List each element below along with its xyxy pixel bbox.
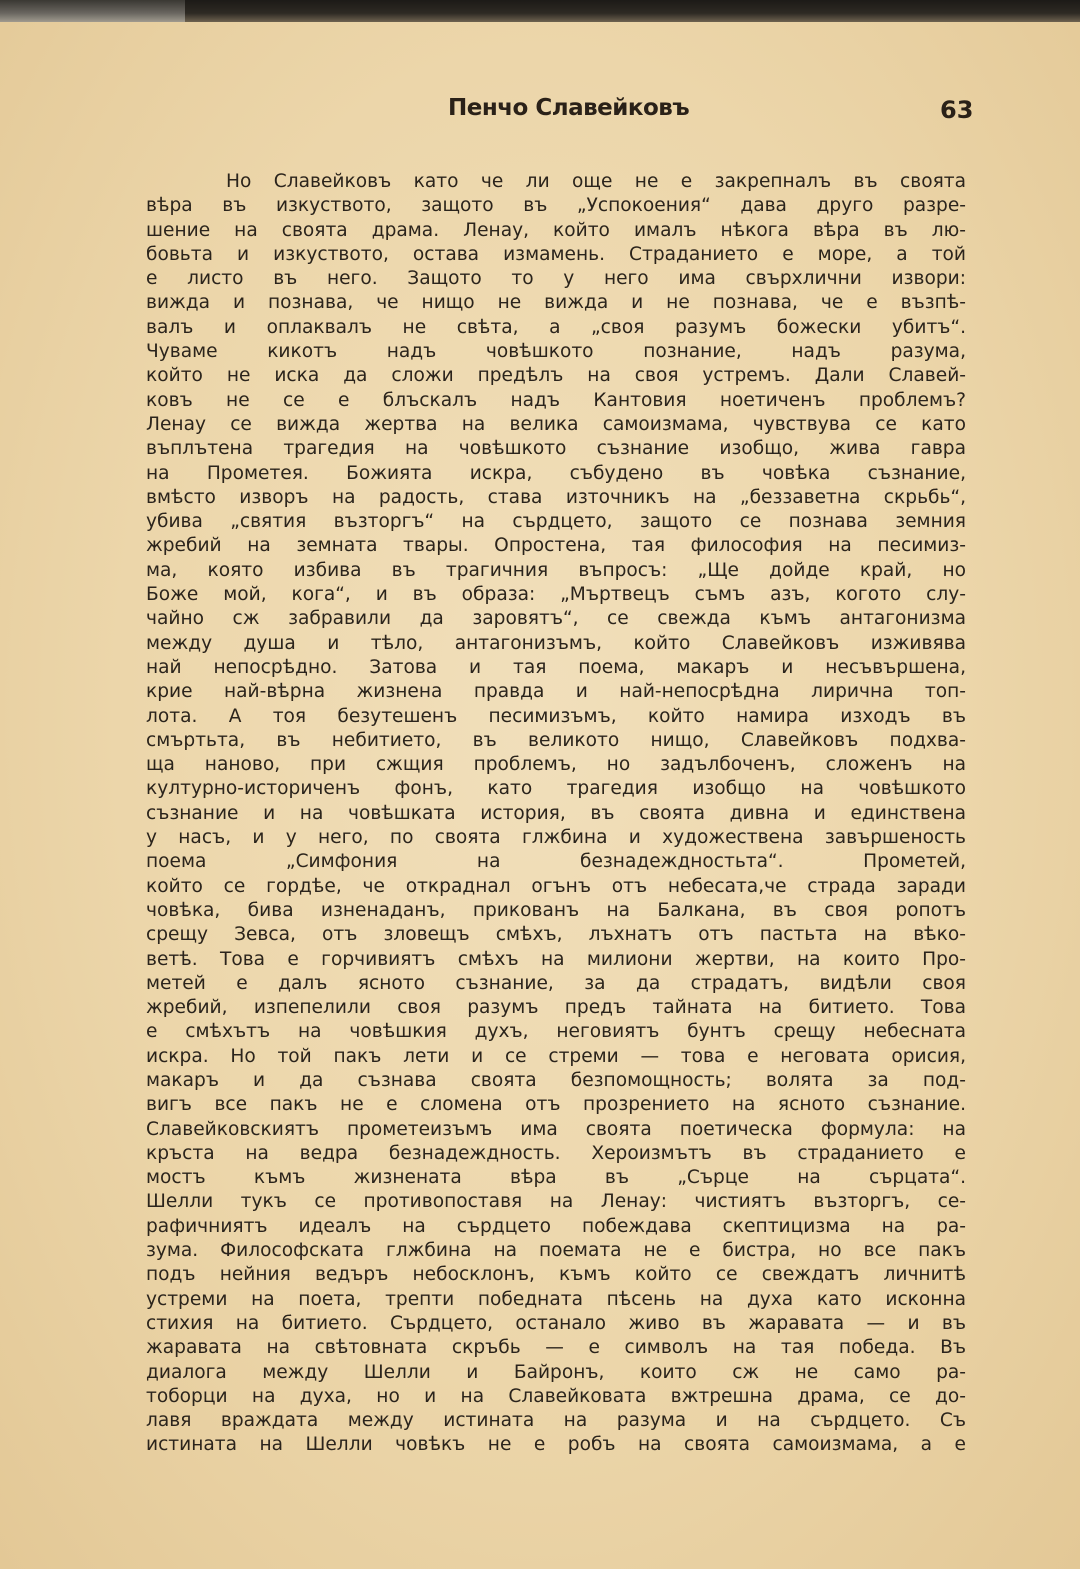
text-line: бовьта и изкуството, остава измамень. Страданието е море, а той [146,243,966,265]
text-line: рафичниятъ идеалъ на сърдцето побеждава скептицизма на ра- [146,1215,966,1237]
page-top-edge [0,0,1080,22]
text-line: е смѣхътъ на човѣшкия духъ, неговиятъ бунтъ срещу небесната [146,1021,966,1043]
text-line: истината на Шелли човѣкъ не е робъ на своята самоизмама, а е [146,1434,966,1456]
text-line: който не иска да сложи предѣлъ на своя устремъ. Дали Славей- [146,365,966,387]
text-line: жаравата на свѣтовната скръбь — е символъ на тая победа. Въ [146,1337,966,1359]
text-line: ща наново, при сжщия проблемъ, но задълбоченъ, сложенъ на [146,754,966,776]
text-line: Боже мой, кога“, и въ образа: „Мъртвецъ съмъ азъ, когото слу- [146,584,966,606]
text-line: вѣра въ изкуството, защото въ „Успокоения“ дава друго разре- [146,195,966,217]
text-line: подъ нейния ведъръ небосклонъ, къмъ който се свеждатъ личнитѣ [146,1264,966,1286]
text-line: диалога между Шелли и Байронъ, които сж не само ра- [146,1361,966,1383]
running-head: Пенчо Славейковъ [448,95,690,121]
text-line: лота. А тоя безутешенъ песимизъмъ, който намира изходъ въ [146,705,966,727]
text-line: срещу Зевса, отъ зловещъ смѣхъ, лъхнатъ отъ пастьта на вѣко- [146,924,966,946]
text-line: въплътена трагедия на човѣшкото съзнание изобщо, жива гавра [146,438,966,460]
text-line: вижда и познава, че нищо не вижда и не познава, че е възпѣ- [146,292,966,314]
text-line: шение на своята драма. Ленау, който ималъ нѣкога вѣра въ лю- [146,219,966,241]
text-line: вмѣсто изворъ на радость, става източникъ на „беззаветна скрьбь“, [146,486,966,508]
text-line: искра. Но той пакъ лети и се стреми — това е неговата орисия, [146,1045,966,1067]
text-line: крие най-вѣрна жизнена правда и най-непосрѣдна лирична топ- [146,681,966,703]
page-fold-shadow [0,0,185,22]
text-line: който се гордѣе, че откраднал огънъ отъ небесата,че страда заради [146,875,966,897]
text-line: ветѣ. Това е горчивиятъ смѣхъ на милиони жертви, на които Про- [146,948,966,970]
text-line: жребий на земната твары. Опростена, тая философия на песимиз- [146,535,966,557]
text-line: поема „Симфония на безнадеждностьта“. Прометей, [146,851,966,873]
body-text [146,170,966,1458]
text-line: на Прометея. Божията искра, събудено въ човѣка съзнание, [146,462,966,484]
text-line: убива „святия възторгъ“ на сърдцето, защото се познава земния [146,511,966,533]
text-line: вигъ все пакъ не е сломена отъ прозрението на ясното съзнание. [146,1094,966,1116]
text-line: у насъ, и у него, по своята глжбина и художествена завършеность [146,827,966,849]
text-line: Но Славейковъ като че ли още не е закрепналъ въ своята [226,171,966,192]
text-line: макаръ и да съзнава своята безпомощность; волята за под- [146,1069,966,1091]
text-line: Ленау се вижда жертва на велика самоизмама, чувствува се като [146,413,966,435]
text-line: ма, която избива въ трагичния въпросъ: „Ще дойде край, но [146,559,966,581]
text-line: културно-историченъ фонъ, като трагедия изобщо на човѣшкото [146,778,966,800]
text-line: жребий, изпепелили своя разумъ предъ тайната на битието. Това [146,997,966,1019]
text-line: тоборци на духа, но и на Славейковата вжтрешна драма, се до- [146,1385,966,1407]
text-line: човѣка, бива изненаданъ, прикованъ на Балкана, въ своя ропотъ [146,899,966,921]
page-number: 63 [940,96,974,124]
text-line: между душа и тѣло, антагонизъмъ, който Славейковъ изживява [146,632,966,654]
text-line: кръста на ведра безнадеждность. Хероизмътъ въ страданието е [146,1142,966,1164]
text-line: чайно сж забравили да заровятъ“, се свежда къмъ антагонизма [146,608,966,630]
text-line: лавя враждата между истината на разума и на сърдцето. Съ [146,1410,966,1432]
text-line: съзнание и на човѣшката история, въ своята дивна и единствена [146,802,966,824]
text-line: смъртьта, въ небитието, въ великото нищо, Славейковъ подхва- [146,729,966,751]
text-line: Славейковскиятъ прометеизъмъ има своята поетическа формула: на [146,1118,966,1140]
text-line: зума. Философската глжбина на поемата не е бистра, но все пакъ [146,1240,966,1262]
text-line: Чуваме кикотъ надъ човѣшкото познание, надъ разума, [146,341,966,363]
text-line: устреми на поета, трепти победната пѣсень на духа като исконна [146,1288,966,1310]
text-line: стихия на битието. Сърдцето, останало живо въ жаравата — и въ [146,1312,966,1334]
text-line: метей е далъ ясното съзнание, за да страдатъ, видѣли своя [146,972,966,994]
text-line: е листо въ него. Защото то у него има свърхлични извори: [146,268,966,290]
text-line: ковъ не се е блъскалъ надъ Кантовия ноетиченъ проблемъ? [146,389,966,411]
text-line: най непосрѣдно. Затова и тая поема, макаръ и несъвършена, [146,656,966,678]
text-line: мостъ къмъ жизнената вѣра въ „Сърце на сърцата“. [146,1167,966,1189]
text-line: валъ и оплаквалъ не свѣта, а „своя разумъ божески убитъ“. [146,316,966,338]
book-page [0,22,1080,1569]
text-line: Шелли тукъ се противопоставя на Ленау: чистиятъ възторгъ, се- [146,1191,966,1213]
